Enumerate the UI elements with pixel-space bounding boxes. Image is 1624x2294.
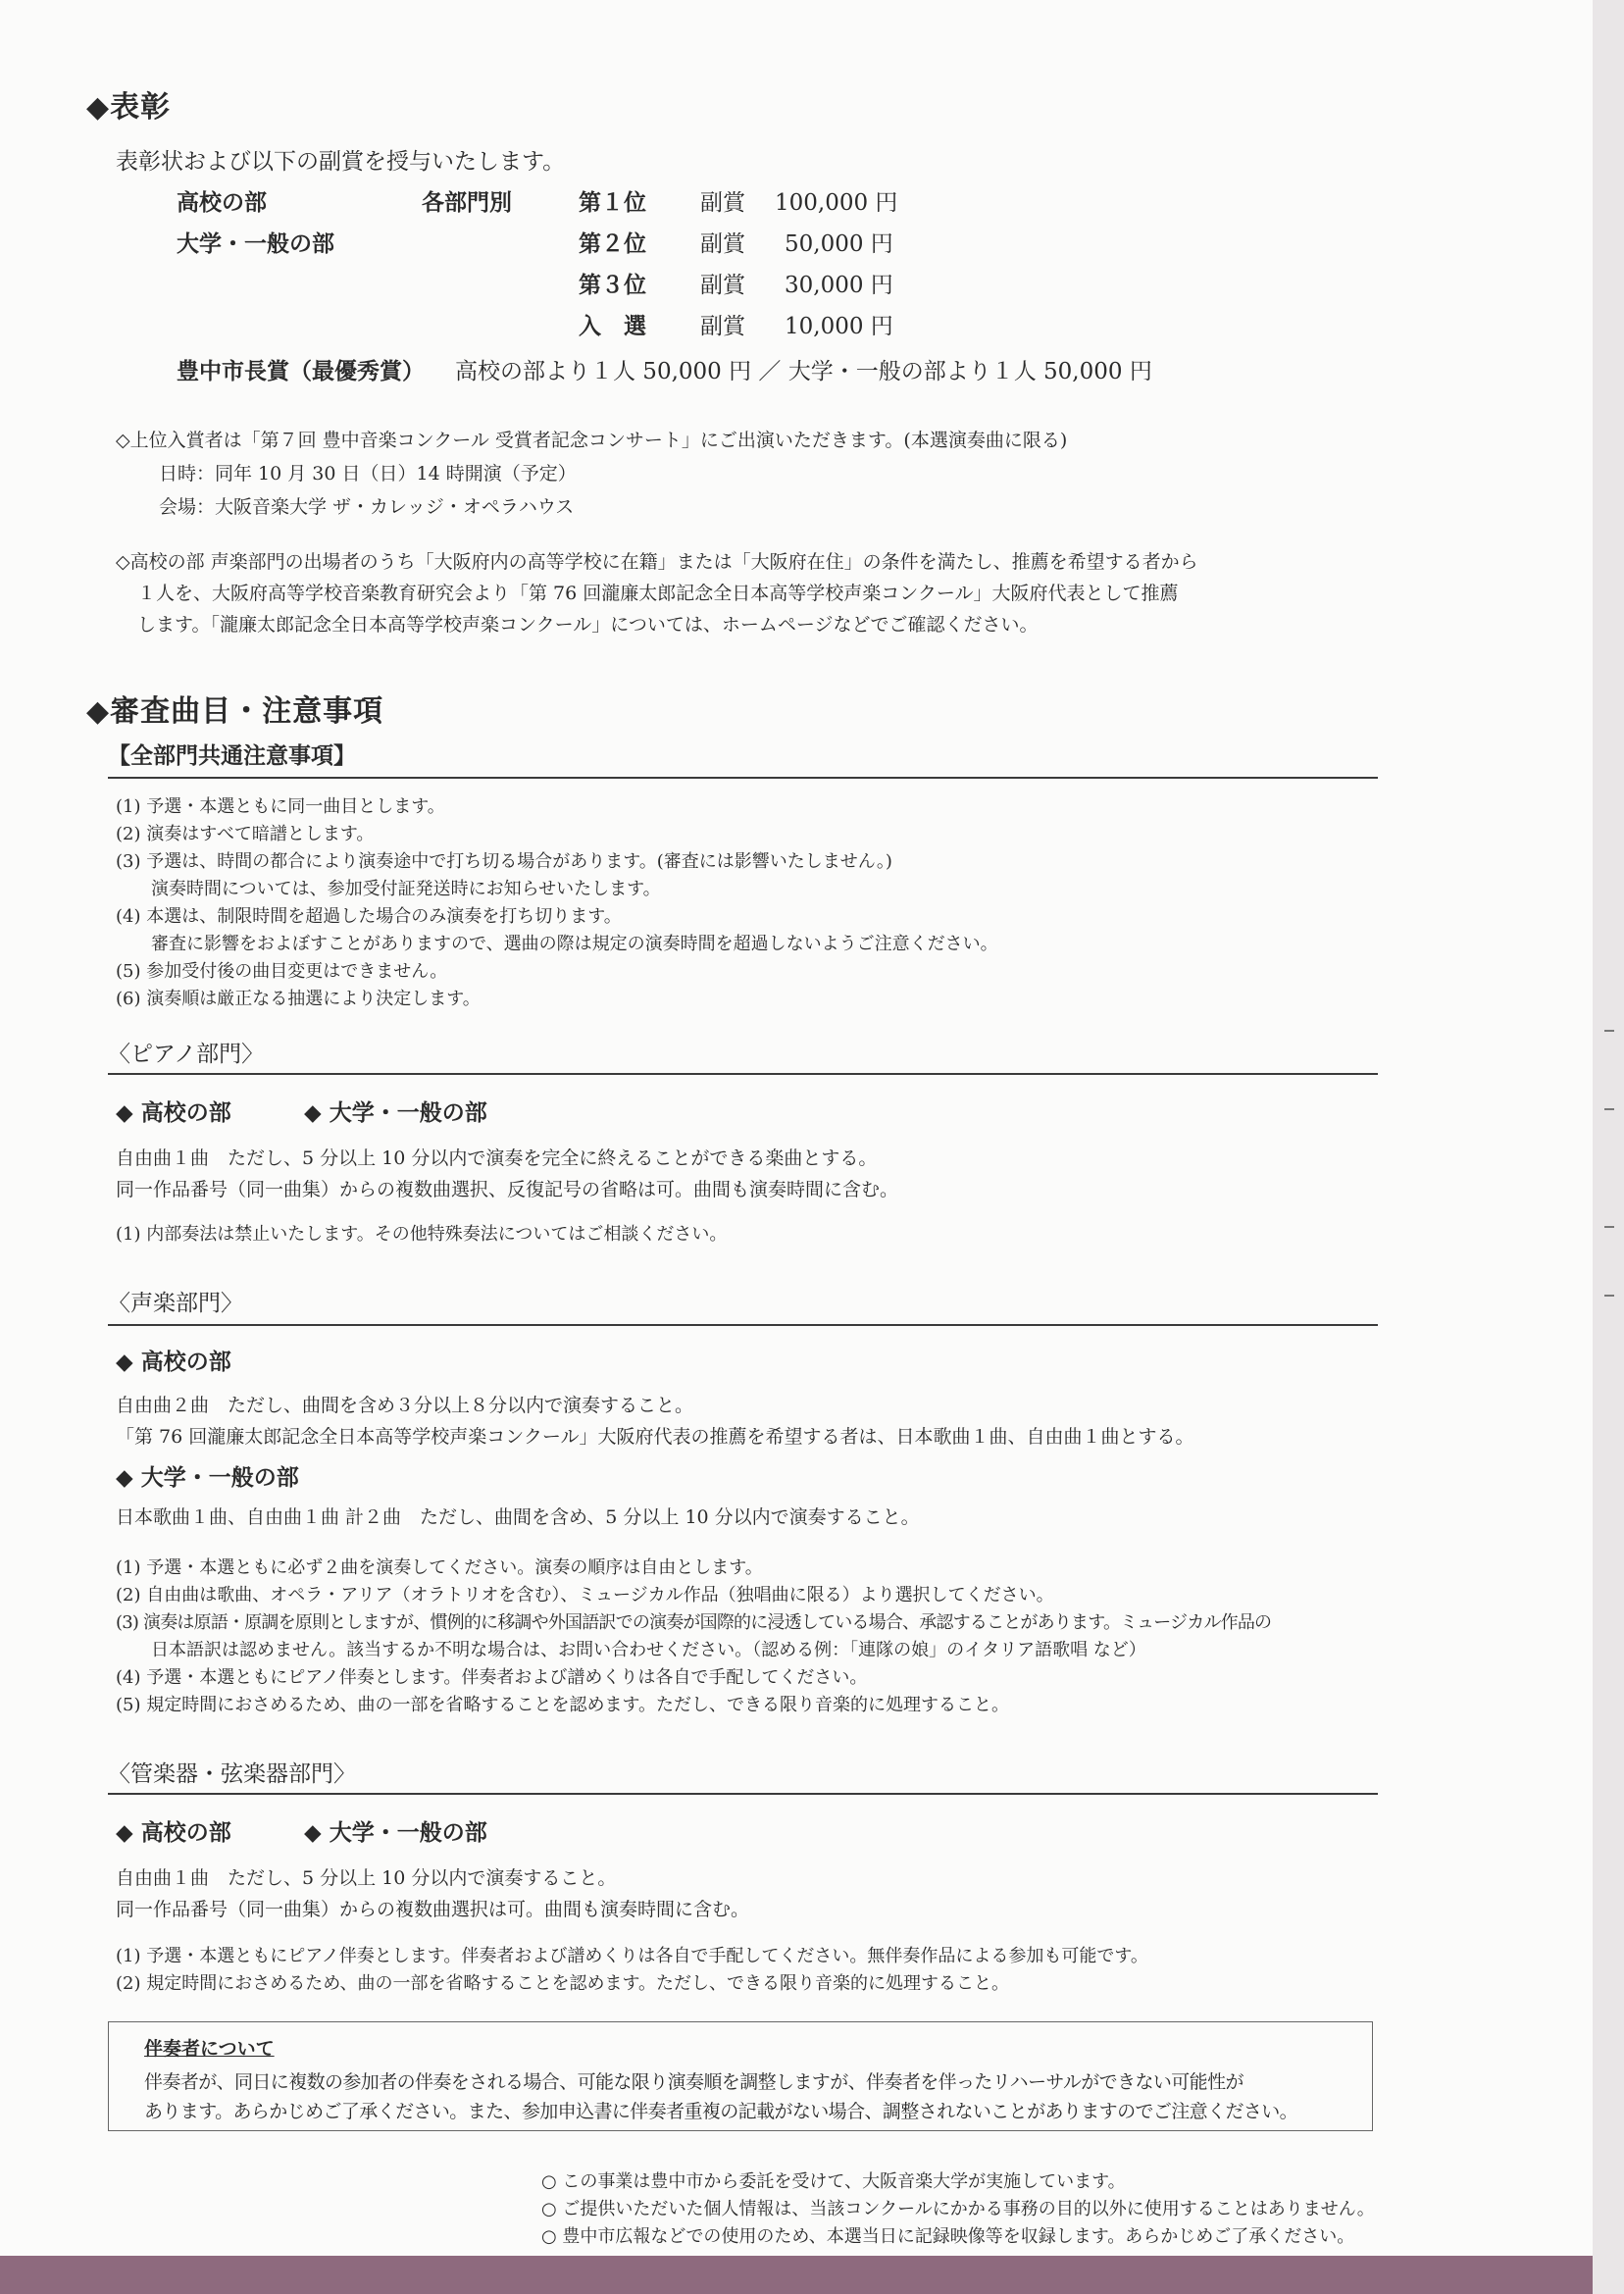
section-divider [108,1793,1378,1795]
list-item: (1) 予選・本選ともに必ず２曲を演奏してください。演奏の順序は自由とします。 [116,1557,763,1578]
vocal-title: 〈声楽部門〉 [108,1291,243,1316]
prize-label: 副賞 [700,190,745,216]
award-intro: 表彰状および以下の副賞を授与いたします。 [116,149,566,175]
vocal-div-high: ◆ 高校の部 [116,1349,231,1375]
recommend-line: １人を、大阪府高等学校音楽教育研究会より「第 76 回瀧廉太郎記念全日本高等学校声楽コンクール」大阪府代表として推薦 [137,583,1179,604]
list-item: (2) 自由曲は歌曲、オペラ・アリア（オラトリオを含む）、ミュージカル作品（独唱曲に限る）より選択してください。 [116,1585,1054,1606]
recommend-line: します。「瀧廉太郎記念全日本高等学校声楽コンクール」については、ホームページなどでご確認ください。 [137,614,1039,636]
concert-date: 日時：同年 10 月 30 日（日）14 時開演（予定） [159,463,577,484]
concert-venue: 会場：大阪音楽大学 ザ・カレッジ・オペラハウス [159,496,575,518]
winds-note: (2) 規定時間におさめるため、曲の一部を省略することを認めます。ただし、できる限り音楽的に処理すること。 [116,1973,1010,1994]
list-item: 審査に影響をおよぼすことがありますので、選曲の際は規定の演奏時間を超過しないようご注意ください。 [116,934,998,954]
accompanist-title: 伴奏者について [144,2038,275,2060]
list-item: (4) 本選は、制限時間を超過した場合のみ演奏を打ち切ります。 [116,906,622,927]
list-item: (6) 演奏順は厳正なる抽選により決定します。 [116,989,481,1009]
vocal-div-univ: ◆ 大学・一般の部 [116,1464,299,1491]
concert-note: ◇上位入賞者は「第７回 豊中音楽コンクール 受賞者記念コンサート」にご出演いただきます。(本選演奏曲に限る) [116,430,1068,451]
winds-rule: 自由曲１曲 ただし、5 分以上 10 分以内で演奏すること。 [116,1867,617,1889]
piano-div-univ: ◆ 大学・一般の部 [304,1099,487,1126]
footer-note: ○ ご提供いただいた個人情報は、当該コンクールにかかる事務の目的以外に使用することはありません。 [541,2199,1375,2219]
piano-title: 〈ピアノ部門〉 [108,1042,265,1067]
piano-rule: 自由曲１曲 ただし、5 分以上 10 分以内で演奏を完全に終えることができる楽曲とする。 [116,1147,878,1169]
footer-note: ○ この事業は豊中市から委託を受けて、大阪音楽大学が実施しています。 [541,2171,1126,2192]
list-item: (5) 参加受付後の曲目変更はできません。 [116,961,448,982]
next-page-edge [1593,0,1624,2294]
prize-amount: 10,000 円 [785,314,893,339]
vocal-high-rule: 自由曲２曲 ただし、曲間を含め３分以上８分以内で演奏すること。 [116,1395,694,1416]
list-item: 演奏時間については、参加受付証発送時にお知らせいたします。 [116,879,661,899]
winds-title: 〈管楽器・弦楽器部門〉 [108,1761,356,1787]
prize-rank: 入 選 [579,313,646,339]
list-item: (3) 予選は、時間の都合により演奏途中で打ち切る場合があります。(審査には影響いたしません。) [116,851,892,872]
piano-rule: 同一作品番号（同一曲集）からの複数曲選択、反復記号の省略は可。曲間も演奏時間に含む。 [116,1179,899,1200]
prize-rank: 第２位 [579,230,646,257]
winds-div-high: ◆ 高校の部 [116,1819,231,1846]
division-high: 高校の部 [177,189,267,216]
prize-label: 副賞 [700,231,745,257]
per-division-label: 各部門別 [422,189,512,216]
accompanist-box [108,2021,1373,2131]
accompanist-line: 伴奏者が、同日に複数の参加者の伴奏をされる場合、可能な限り演奏順を調整しますが、伴奏者を伴ったリハーサルができない可能性が [144,2071,1243,2093]
prize-rank: 第３位 [579,272,646,298]
prize-label: 副賞 [700,314,745,339]
section-divider [108,1073,1378,1075]
prize-amount: 30,000 円 [785,273,893,298]
list-item: (5) 規定時間におさめるため、曲の一部を省略することを認めます。ただし、できる限り音楽的に処理すること。 [116,1695,1010,1715]
edge-mark [1604,1108,1614,1110]
award-heading: ◆表彰 [86,90,172,125]
section-divider [108,777,1378,779]
mayor-prize-detail: 高校の部より１人 50,000 円 ／ 大学・一般の部より１人 50,000 円 [455,359,1152,384]
division-univ: 大学・一般の部 [177,230,334,257]
prize-label: 副賞 [700,273,745,298]
winds-div-univ: ◆ 大学・一般の部 [304,1819,487,1846]
list-item: (1) 予選・本選ともに同一曲目とします。 [116,796,445,817]
list-item: (2) 演奏はすべて暗譜とします。 [116,824,375,844]
edge-mark [1604,1226,1614,1228]
list-item: (4) 予選・本選ともにピアノ伴奏とします。伴奏者および譜めくりは各自で手配してください。 [116,1667,868,1688]
prize-amount: 100,000 円 [775,190,898,216]
edge-mark [1604,1030,1614,1032]
review-heading: ◆審査曲目・注意事項 [86,694,384,729]
accompanist-line: あります。あらかじめご了承ください。また、参加申込書に伴奏者重複の記載がない場合、調整されないことがありますのでご注意ください。 [144,2101,1298,2122]
prize-amount: 50,000 円 [785,231,893,257]
vocal-univ-rule: 日本歌曲１曲、自由曲１曲 計２曲 ただし、曲間を含め、5 分以上 10 分以内で演奏すること。 [116,1506,920,1528]
section-divider [108,1324,1378,1326]
common-title: 【全部門共通注意事項】 [108,742,356,769]
list-item: 日本語訳は認めません。該当するか不明な場合は、お問い合わせください。（認める例：「連隊の娘」のイタリア語歌唱 など） [116,1640,1146,1660]
mayor-prize-label: 豊中市長賞（最優秀賞） [177,358,425,384]
recommend-line: ◇高校の部 声楽部門の出場者のうち「大阪府内の高等学校に在籍」または「大阪府在住」の条件を満たし、推薦を希望する者から [116,551,1198,573]
winds-rule: 同一作品番号（同一曲集）からの複数曲選択は可。曲間も演奏時間に含む。 [116,1899,750,1920]
edge-mark [1604,1295,1614,1297]
list-item: (3) 演奏は原語・原調を原則としますが、慣例的に移調や外国語訳での演奏が国際的に浸透している場合、承認することがあります。ミュージカル作品の [116,1612,1272,1633]
prize-rank: 第１位 [579,189,646,216]
piano-note: (1) 内部奏法は禁止いたします。その他特殊奏法についてはご相談ください。 [116,1224,728,1245]
vocal-high-rule: 「第 76 回瀧廉太郎記念全日本高等学校声楽コンクール」大阪府代表の推薦を希望する者は、日本歌曲１曲、自由曲１曲とする。 [116,1426,1194,1448]
footer-note: ○ 豊中市広報などでの使用のため、本選当日に記録映像等を収録します。あらかじめご了承ください。 [541,2226,1355,2247]
piano-div-high: ◆ 高校の部 [116,1099,231,1126]
winds-note: (1) 予選・本選ともにピアノ伴奏とします。伴奏者および譜めくりは各自で手配してください。無伴奏作品による参加も可能です。 [116,1946,1148,1966]
